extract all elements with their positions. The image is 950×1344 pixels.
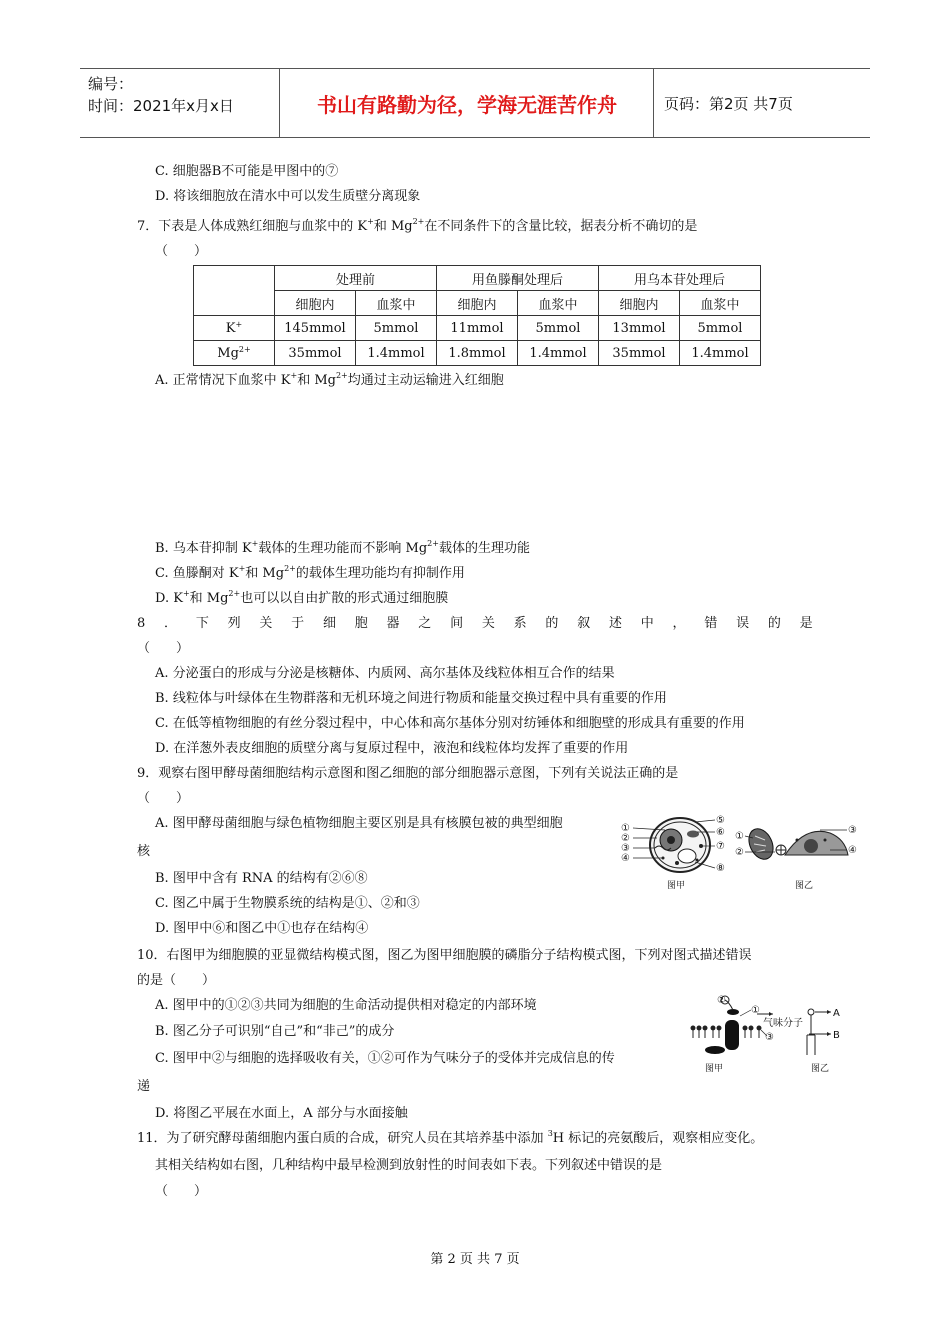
- q11-stem: [137, 1130, 763, 1148]
- t: 的载体生理功能均有抑制作用: [295, 566, 465, 581]
- c: 述: [608, 616, 622, 631]
- q9-option-a: A. 图甲酵母菌细胞与绿色植物细胞主要区别是具有核膜包被的典型细胞: [155, 816, 563, 831]
- q10-figure: [685, 990, 860, 1075]
- table-group-3: 用乌本苷处理后: [599, 266, 761, 291]
- table-cell: 35mmol: [599, 341, 680, 366]
- table-cell: 1.4mmol: [518, 341, 599, 366]
- q8-option-b: B. 线粒体与叶绿体在生物群落和无机环境之间进行物质和能量交换过程中具有重要的作用: [155, 691, 667, 706]
- q10-option-c: C. 图甲中②与细胞的选择吸收有关，①②可作为气味分子的受体并完成信息的传: [155, 1051, 615, 1066]
- label-7: ⑦: [716, 841, 725, 852]
- label-a: A: [833, 1008, 840, 1019]
- q8-option-d: D. 在洋葱外表皮细胞的质壁分离与复原过程中，液泡和线粒体均发挥了重要的作用: [155, 741, 629, 756]
- c: 关: [481, 616, 495, 631]
- yeast-cell-diagram: [633, 818, 715, 872]
- q7-option-a: [155, 372, 504, 390]
- c: 误: [736, 616, 750, 631]
- c: 的: [545, 616, 559, 631]
- table-cell: 1.8mmol: [437, 341, 518, 366]
- q7-stem-b: 和 Mg: [373, 219, 413, 234]
- q9-figure: [615, 810, 865, 892]
- table-cell: 11mmol: [437, 316, 518, 341]
- table-subhead: 细胞内: [599, 291, 680, 316]
- q10-option-c-cont: 递: [137, 1079, 151, 1094]
- t: A. 正常情况下血浆中 K: [155, 373, 291, 388]
- t: 和 Mg: [189, 591, 229, 606]
- table-cell: 1.4mmol: [680, 341, 761, 366]
- s: +: [182, 589, 190, 598]
- c: 系: [513, 616, 527, 631]
- serial-label: 编号：: [88, 75, 134, 93]
- ion-charge: 2+: [238, 344, 251, 354]
- q6-option-c: C. 细胞器B不可能是甲图中的⑦: [155, 164, 339, 179]
- q10-label-2: ②: [717, 995, 726, 1006]
- ion-symbol: K: [225, 320, 236, 336]
- q10-stem-cont: 的是（ ）: [137, 973, 216, 988]
- table-row: [194, 316, 761, 341]
- c: 列: [227, 616, 241, 631]
- t: B. 乌本苷抑制 K: [155, 541, 252, 556]
- q11-paren: （ ）: [155, 1184, 208, 1199]
- s: 2+: [427, 539, 439, 548]
- q8-paren: （ ）: [137, 641, 190, 656]
- label-6: ⑥: [716, 827, 725, 838]
- odor-molecule-label: 气味分子: [763, 1018, 803, 1029]
- c: 是: [799, 616, 813, 631]
- c: 的: [767, 616, 781, 631]
- q7-stem: 7．下表是人体成熟红细胞与血浆中的 K+和 $Mg^{2+}$在不同条件下的含量比较，据表分析不确切的是: [137, 217, 698, 234]
- t: C. 鱼滕酮对 K: [155, 566, 239, 581]
- yi-label-4: ④: [848, 845, 857, 856]
- label-8: ⑧: [716, 863, 725, 874]
- t: 载体的生理功能: [438, 541, 530, 556]
- q8-option-a: A. 分泌蛋白的形成与分泌是核糖体、内质网、高尔基体及线粒体相互合作的结果: [155, 666, 615, 681]
- fig-jia-caption: 图甲: [705, 1064, 724, 1074]
- fig-yi-caption: 图乙: [811, 1064, 830, 1074]
- q7-paren: （ ）: [155, 244, 208, 259]
- t: 11．为了研究酵母菌细胞内蛋白质的合成，研究人员在其培养基中添加: [137, 1131, 548, 1146]
- table-group-1: 处理前: [275, 266, 437, 291]
- ion-symbol: Mg: [217, 345, 239, 361]
- yi-label-1: ①: [735, 831, 744, 842]
- c: ，: [672, 616, 686, 631]
- table-corner: [194, 266, 275, 316]
- c: 关: [259, 616, 273, 631]
- table-subhead: 细胞内: [437, 291, 518, 316]
- table-cell: 5mmol: [518, 316, 599, 341]
- t: 和 Mg: [297, 373, 336, 388]
- yi-label-3: ③: [848, 825, 857, 836]
- fig-yi-caption: 图乙: [795, 881, 814, 891]
- row-ion: [194, 341, 275, 366]
- table-cell: 5mmol: [680, 316, 761, 341]
- c: 之: [418, 616, 432, 631]
- label-5: ⑤: [716, 815, 725, 826]
- q8-stem: [137, 615, 813, 633]
- label-2: ②: [621, 833, 630, 844]
- s: 2+: [228, 589, 241, 598]
- q7-stem-a: 7．下表是人体成熟红细胞与血浆中的 K: [137, 219, 368, 234]
- t: H 标记的亮氨酸后，观察相应变化。: [552, 1131, 764, 1146]
- q11-stem-cont: 其相关结构如右图，几种结构中最早检测到放射性的时间表如下表。下列叙述中错误的是: [155, 1158, 663, 1173]
- q10-option-d: D. 将图乙平展在水面上，A 部分与水面接触: [155, 1106, 408, 1121]
- time-label: 时间：2021年x月x日: [88, 97, 234, 115]
- table-subhead: 血浆中: [356, 291, 437, 316]
- q10-label-3: ③: [765, 1032, 774, 1043]
- t: 均通过主动运输进入红细胞: [347, 373, 504, 388]
- table-cell: 1.4mmol: [356, 341, 437, 366]
- t: 和 Mg: [245, 566, 285, 581]
- q7-option-b: [155, 540, 530, 558]
- c: 错: [704, 616, 718, 631]
- q8-option-c: C. 在低等植物细胞的有丝分裂过程中，中心体和高尔基体分别对纺锤体和细胞壁的形成具有重要的作用: [155, 716, 745, 731]
- row-ion: [194, 316, 275, 341]
- c: 器: [386, 616, 400, 631]
- s: 2+: [284, 564, 296, 573]
- table-group-2: 用鱼滕酮处理后: [437, 266, 599, 291]
- c: 下: [195, 616, 209, 631]
- t: 也可以以自由扩散的形式通过细胞膜: [240, 591, 449, 606]
- c: 中: [640, 616, 654, 631]
- page-footer: 第 2 页 共 7 页: [430, 1252, 520, 1267]
- table-cell: 5mmol: [356, 316, 437, 341]
- table-subhead: 血浆中: [680, 291, 761, 316]
- fig-jia-caption: 图甲: [667, 881, 686, 891]
- table-subhead: 血浆中: [518, 291, 599, 316]
- cell-membrane-diagram: [691, 996, 774, 1054]
- q10-option-a: A. 图甲中的①②③共同为细胞的生命活动提供相对稳定的内部环境: [155, 998, 537, 1013]
- ion-charge: +: [235, 319, 243, 329]
- s: 2+: [335, 371, 348, 380]
- table-cell: 13mmol: [599, 316, 680, 341]
- header-page: 页码：第2页 共7页: [664, 94, 793, 113]
- q10-stem: 10．右图甲为细胞膜的亚显微结构模式图，图乙为图甲细胞膜的磷脂分子结构模式图，下列对图式描述错误: [137, 948, 752, 963]
- t: 载体的生理功能而不影响 Mg: [258, 541, 428, 556]
- header-motto: 书山有路勤为径，学海无涯苦作舟: [281, 69, 654, 137]
- label-b: B: [833, 1030, 840, 1041]
- label-4: ④: [621, 853, 630, 864]
- page-header: [80, 68, 870, 138]
- phospholipid-diagram: [807, 1009, 831, 1055]
- table-subhead: 细胞内: [275, 291, 356, 316]
- label-1: ①: [621, 823, 630, 834]
- c: ．: [164, 616, 178, 631]
- table-row: [194, 341, 761, 366]
- s: 3: [547, 1129, 553, 1138]
- q10-option-b: B. 图乙分子可识别“自己”和“非己”的成分: [155, 1024, 395, 1039]
- q9-stem: 9．观察右图甲酵母菌细胞结构示意图和图乙细胞的部分细胞器示意图，下列有关说法正确的是: [137, 766, 679, 781]
- yi-label-2: ②: [735, 847, 744, 858]
- q9-paren: （ ）: [137, 791, 190, 806]
- c: 于: [291, 616, 305, 631]
- q9-option-b: B. 图甲中含有 RNA 的结构有②⑥⑧: [155, 871, 368, 886]
- q7-option-d: [155, 590, 448, 608]
- c: 8: [137, 616, 146, 631]
- header-meta: [80, 69, 280, 137]
- label-3: ③: [621, 843, 630, 854]
- s: +: [290, 371, 298, 380]
- q6-option-d: D. 将该细胞放在清水中可以发生质壁分离现象: [155, 189, 421, 204]
- q7-option-c: [155, 565, 465, 583]
- organelles-diagram: [744, 825, 848, 863]
- q9-option-c: C. 图乙中属于生物膜系统的结构是①、②和③: [155, 896, 420, 911]
- c: 间: [450, 616, 464, 631]
- q7-stem-c: 在不同条件下的含量比较，据表分析不确切的是: [424, 219, 698, 234]
- s: +: [238, 564, 246, 573]
- s: +: [251, 539, 259, 548]
- t: D. K: [155, 591, 183, 606]
- table-cell: 35mmol: [275, 341, 356, 366]
- q10-label-1: ①: [751, 1005, 760, 1016]
- c: 细: [322, 616, 336, 631]
- c: 叙: [577, 616, 591, 631]
- q9-option-d: D. 图甲中⑥和图乙中①也存在结构④: [155, 921, 369, 936]
- table-cell: 145mmol: [275, 316, 356, 341]
- q7-table: [193, 265, 761, 366]
- q9-option-a-cont: 核: [137, 844, 151, 859]
- c: 胞: [354, 616, 368, 631]
